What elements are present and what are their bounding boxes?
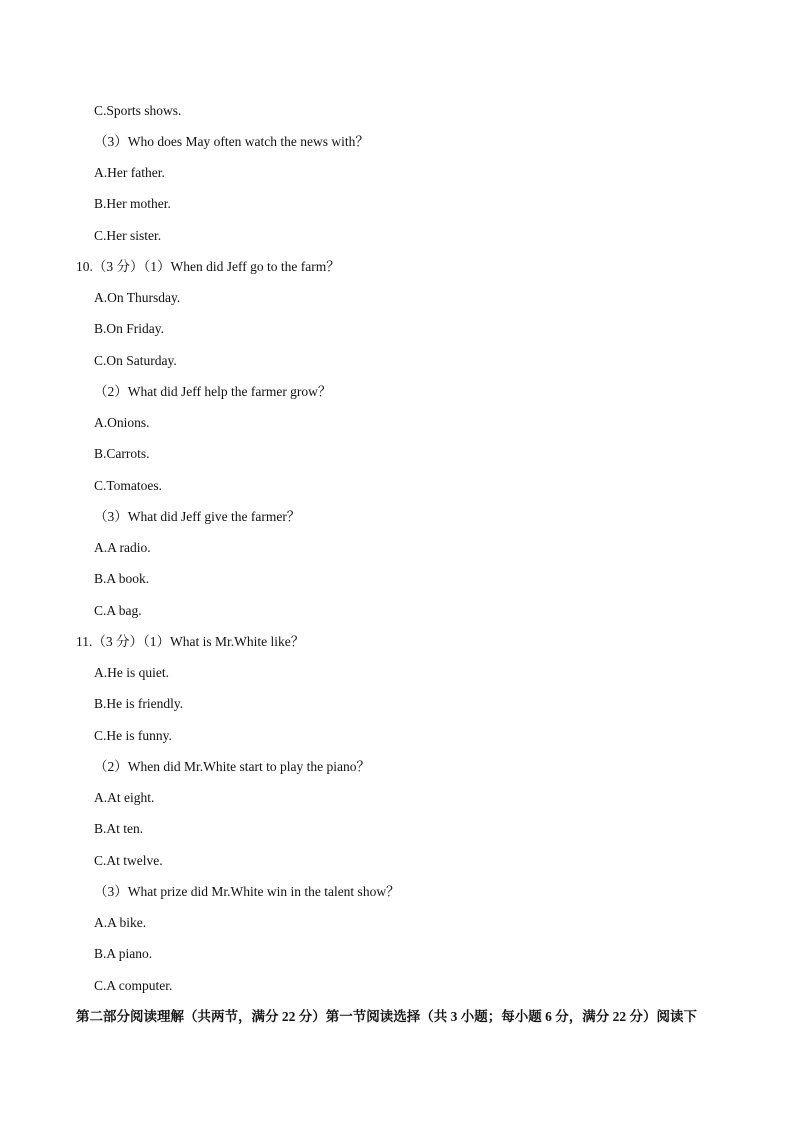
question-number-line: 10.（3 分）（1）When did Jeff go to the farm？	[76, 259, 340, 274]
question-line: （2）What did Jeff help the farmer grow？	[94, 384, 332, 399]
option-line: C.Sports shows.	[94, 103, 182, 118]
option-line: B.He is friendly.	[94, 696, 184, 711]
option-line: B.Her mother.	[94, 196, 171, 211]
option-line: C.Her sister.	[94, 228, 162, 243]
question-line: （2）When did Mr.White start to play the piano？	[94, 759, 370, 774]
option-line: A.A radio.	[94, 540, 151, 555]
option-line: C.A bag.	[94, 603, 142, 618]
option-line: B.On Friday.	[94, 321, 164, 336]
option-line: A.At eight.	[94, 790, 155, 805]
option-line: A.He is quiet.	[94, 665, 169, 680]
option-line: A.On Thursday.	[94, 290, 181, 305]
section-heading: 第二部分阅读理解（共两节，满分 22 分）第一节阅读选择（共 3 小题；每小题 6 分，满分 22 分）阅读下	[76, 1009, 697, 1024]
question-line: （3）What prize did Mr.White win in the talent show？	[94, 884, 400, 899]
option-line: B.Carrots.	[94, 446, 150, 461]
option-line: A.Her father.	[94, 165, 165, 180]
option-line: C.At twelve.	[94, 853, 163, 868]
option-line: A.A bike.	[94, 915, 147, 930]
option-line: C.A computer.	[94, 978, 173, 993]
question-line: （3）Who does May often watch the news with？	[94, 134, 369, 149]
option-line: C.Tomatoes.	[94, 478, 163, 493]
option-line: B.A book.	[94, 571, 150, 586]
question-line: （3）What did Jeff give the farmer？	[94, 509, 301, 524]
option-line: C.He is funny.	[94, 728, 172, 743]
option-line: C.On Saturday.	[94, 353, 177, 368]
question-number-line: 11.（3 分）（1）What is Mr.White like？	[76, 634, 305, 649]
option-line: B.At ten.	[94, 821, 144, 836]
option-line: B.A piano.	[94, 946, 153, 961]
option-line: A.Onions.	[94, 415, 150, 430]
